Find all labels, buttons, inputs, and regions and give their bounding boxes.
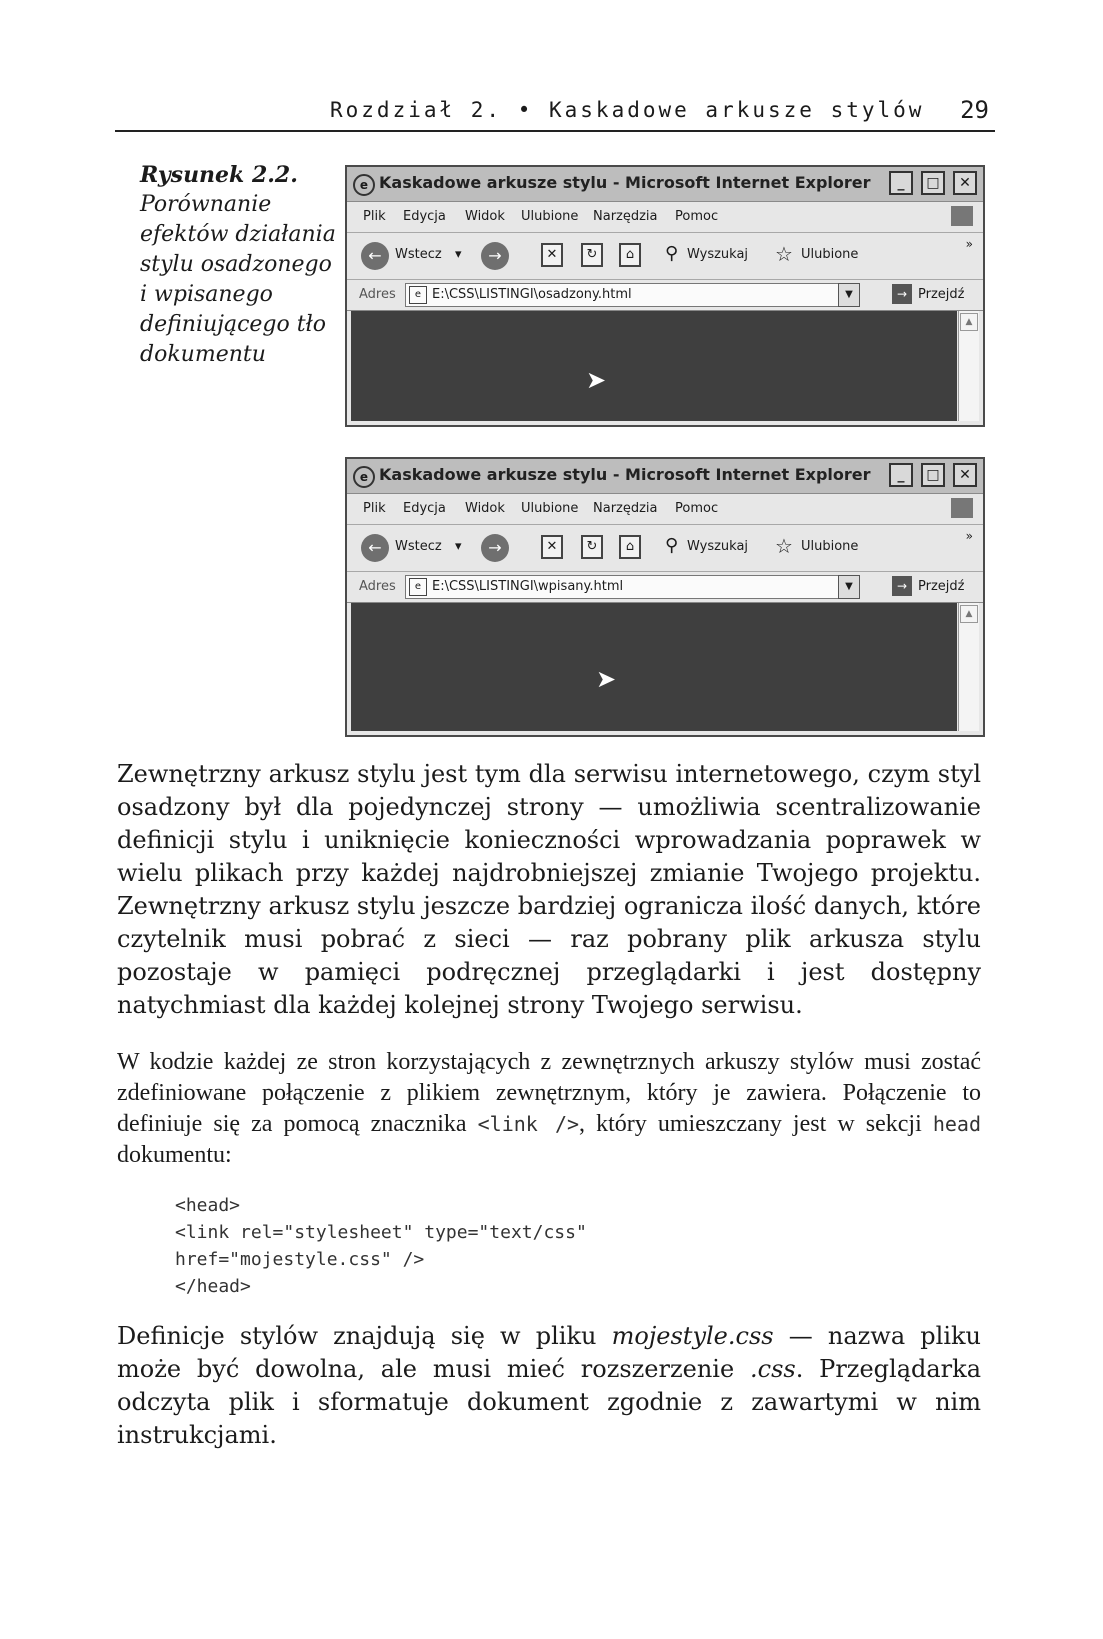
scroll-up-icon[interactable]: ▲ bbox=[960, 313, 978, 331]
code-line: <link rel="stylesheet" type="text/css" bbox=[175, 1222, 587, 1243]
back-button[interactable]: Wstecz bbox=[395, 539, 442, 554]
page-content-area bbox=[351, 603, 957, 731]
p3-text-1: Definicje stylów znajdują się w pliku bbox=[117, 1322, 612, 1350]
maximize-icon[interactable]: □ bbox=[921, 463, 945, 487]
minimize-icon[interactable]: _ bbox=[889, 171, 913, 195]
address-input[interactable] bbox=[405, 283, 859, 307]
address-bar bbox=[347, 572, 983, 603]
minimize-icon[interactable]: _ bbox=[889, 463, 913, 487]
address-label: Adres bbox=[359, 287, 396, 302]
page-number: 29 bbox=[960, 96, 989, 124]
address-bar bbox=[347, 280, 983, 311]
refresh-icon[interactable]: ↻ bbox=[581, 535, 603, 559]
toolbar bbox=[347, 525, 983, 572]
p2-text-1: W kodzie każdej ze stron korzystających z zewnętrznych arkuszy stylów musi zostać zdefiniowane połączenie z plikiem zewnętrznym, który je zawiera. Połączenie to definiuje się za pomocą znacznika bbox=[117, 1049, 981, 1137]
page-icon: e bbox=[409, 286, 427, 304]
go-button[interactable]: Przejdź bbox=[918, 287, 965, 302]
vertical-scrollbar[interactable] bbox=[958, 311, 979, 421]
toolbar-overflow-chevron[interactable]: » bbox=[965, 529, 973, 543]
code-line: </head> bbox=[175, 1276, 251, 1297]
chapter-title: Rozdział 2. • Kaskadowe arkusze stylów bbox=[330, 98, 925, 122]
go-arrow-icon[interactable]: → bbox=[892, 284, 912, 304]
address-url: E:\CSS\LISTINGI\osadzony.html bbox=[432, 287, 632, 302]
window-title: Kaskadowe arkusze stylu - Microsoft Internet Explorer bbox=[379, 465, 871, 484]
p2-text-3: dokumentu: bbox=[117, 1142, 232, 1168]
code-line: <head> bbox=[175, 1195, 241, 1216]
search-button[interactable]: Wyszukaj bbox=[687, 539, 749, 554]
p3-text-2: — nazwa pliku może być dowolna, ale musi mieć rozszerzenie bbox=[117, 1322, 981, 1383]
back-arrow-icon[interactable]: ← bbox=[361, 534, 389, 562]
address-dropdown-icon[interactable]: ▼ bbox=[838, 575, 860, 599]
figure-label: Rysunek 2.2. bbox=[140, 162, 298, 188]
extension-italic: .css bbox=[750, 1355, 796, 1383]
menu-pomoc[interactable]: Pomoc bbox=[675, 209, 719, 224]
go-button[interactable]: Przejdź bbox=[918, 579, 965, 594]
back-button[interactable]: Wstecz bbox=[395, 247, 442, 262]
menu-plik[interactable]: Plik bbox=[363, 501, 386, 516]
menu-narzedzia[interactable]: Narzędzia bbox=[593, 501, 658, 516]
search-icon[interactable]: ⚲ bbox=[665, 243, 679, 264]
filename-italic: mojestyle.css bbox=[611, 1322, 774, 1350]
window-title: Kaskadowe arkusze stylu - Microsoft Internet Explorer bbox=[379, 173, 871, 192]
page-content-area bbox=[351, 311, 957, 421]
page-icon: e bbox=[409, 578, 427, 596]
p2-text-2: , który umieszczany jest w sekcji bbox=[579, 1111, 933, 1137]
menu-plik[interactable]: Plik bbox=[363, 209, 386, 224]
forward-arrow-icon[interactable]: → bbox=[481, 534, 509, 562]
forward-arrow-icon[interactable]: → bbox=[481, 242, 509, 270]
address-label: Adres bbox=[359, 579, 396, 594]
inline-code-head: head bbox=[932, 1112, 981, 1136]
close-icon[interactable]: ✕ bbox=[953, 463, 977, 487]
title-bar bbox=[347, 167, 983, 202]
back-arrow-icon[interactable]: ← bbox=[361, 242, 389, 270]
ie-logo-icon: e bbox=[353, 174, 375, 196]
menu-bar bbox=[347, 494, 983, 525]
browser-window-inline bbox=[345, 457, 985, 737]
stop-icon[interactable]: ✕ bbox=[541, 243, 563, 267]
menu-ulubione[interactable]: Ulubione bbox=[521, 209, 579, 224]
body-paragraph-2 bbox=[117, 1047, 981, 1171]
address-input[interactable] bbox=[405, 575, 859, 599]
go-arrow-icon[interactable]: → bbox=[892, 576, 912, 596]
favorites-star-icon[interactable]: ☆ bbox=[775, 534, 793, 558]
inline-code-link: <link /> bbox=[477, 1112, 580, 1136]
menu-ulubione[interactable]: Ulubione bbox=[521, 501, 579, 516]
address-url: E:\CSS\LISTINGI\wpisany.html bbox=[432, 579, 624, 594]
body-paragraph-3 bbox=[117, 1320, 981, 1452]
stop-icon[interactable]: ✕ bbox=[541, 535, 563, 559]
figure-caption-text: Porównanie efektów działania stylu osadzonego i wpisanego definiującego tło dokumentu bbox=[140, 192, 336, 367]
menu-bar bbox=[347, 202, 983, 233]
code-line: href="mojestyle.css" /> bbox=[175, 1249, 425, 1270]
back-dropdown-icon[interactable]: ▾ bbox=[455, 539, 462, 554]
menu-edycja[interactable]: Edycja bbox=[403, 501, 446, 516]
menu-widok[interactable]: Widok bbox=[465, 209, 505, 224]
maximize-icon[interactable]: □ bbox=[921, 171, 945, 195]
mouse-cursor-icon: ➤ bbox=[586, 366, 607, 394]
body-paragraph-1: Zewnętrzny arkusz stylu jest tym dla serwisu internetowego, czym styl osadzony był dla pojedynczej strony — umożliwia scentralizowanie definicji stylu i uniknięcie konieczności wprowadzania poprawek w wielu plikach przy każdej najdrobniejszej zmianie Twojego projektu. Zewnętrzny arkusz stylu jeszcze bardziej ogranicza ilość danych, które czytelnik musi pobrać z sieci — raz pobrany plik arkusza stylu pozostaje w pamięci podręcznej przeglądarki i jest dostępny natychmiast dla każdej kolejnej strony Twojego serwisu. bbox=[117, 760, 981, 1019]
mouse-cursor-icon: ➤ bbox=[596, 665, 617, 693]
windows-flag-icon bbox=[951, 206, 973, 226]
figure-caption bbox=[140, 160, 340, 370]
address-dropdown-icon[interactable]: ▼ bbox=[838, 283, 860, 307]
windows-flag-icon bbox=[951, 498, 973, 518]
search-icon[interactable]: ⚲ bbox=[665, 535, 679, 556]
p3-text-3: . Przeglądarka odczyta plik i sformatuje dokument zgodnie z zawartymi w nim instrukcjami. bbox=[117, 1355, 981, 1449]
favorites-star-icon[interactable]: ☆ bbox=[775, 242, 793, 266]
toolbar bbox=[347, 233, 983, 280]
code-block bbox=[175, 1192, 587, 1300]
title-bar bbox=[347, 459, 983, 494]
scroll-up-icon[interactable]: ▲ bbox=[960, 605, 978, 623]
search-button[interactable]: Wyszukaj bbox=[687, 247, 749, 262]
browser-window-embedded bbox=[345, 165, 985, 427]
menu-edycja[interactable]: Edycja bbox=[403, 209, 446, 224]
favorites-button[interactable]: Ulubione bbox=[801, 539, 859, 554]
running-header bbox=[115, 96, 995, 132]
back-dropdown-icon[interactable]: ▾ bbox=[455, 247, 462, 262]
favorites-button[interactable]: Ulubione bbox=[801, 247, 859, 262]
ie-logo-icon: e bbox=[353, 466, 375, 488]
vertical-scrollbar[interactable] bbox=[958, 603, 979, 731]
home-icon[interactable]: ⌂ bbox=[619, 535, 641, 559]
menu-narzedzia[interactable]: Narzędzia bbox=[593, 209, 658, 224]
toolbar-overflow-chevron[interactable]: » bbox=[965, 237, 973, 251]
refresh-icon[interactable]: ↻ bbox=[581, 243, 603, 267]
close-icon[interactable]: ✕ bbox=[953, 171, 977, 195]
menu-widok[interactable]: Widok bbox=[465, 501, 505, 516]
home-icon[interactable]: ⌂ bbox=[619, 243, 641, 267]
menu-pomoc[interactable]: Pomoc bbox=[675, 501, 719, 516]
